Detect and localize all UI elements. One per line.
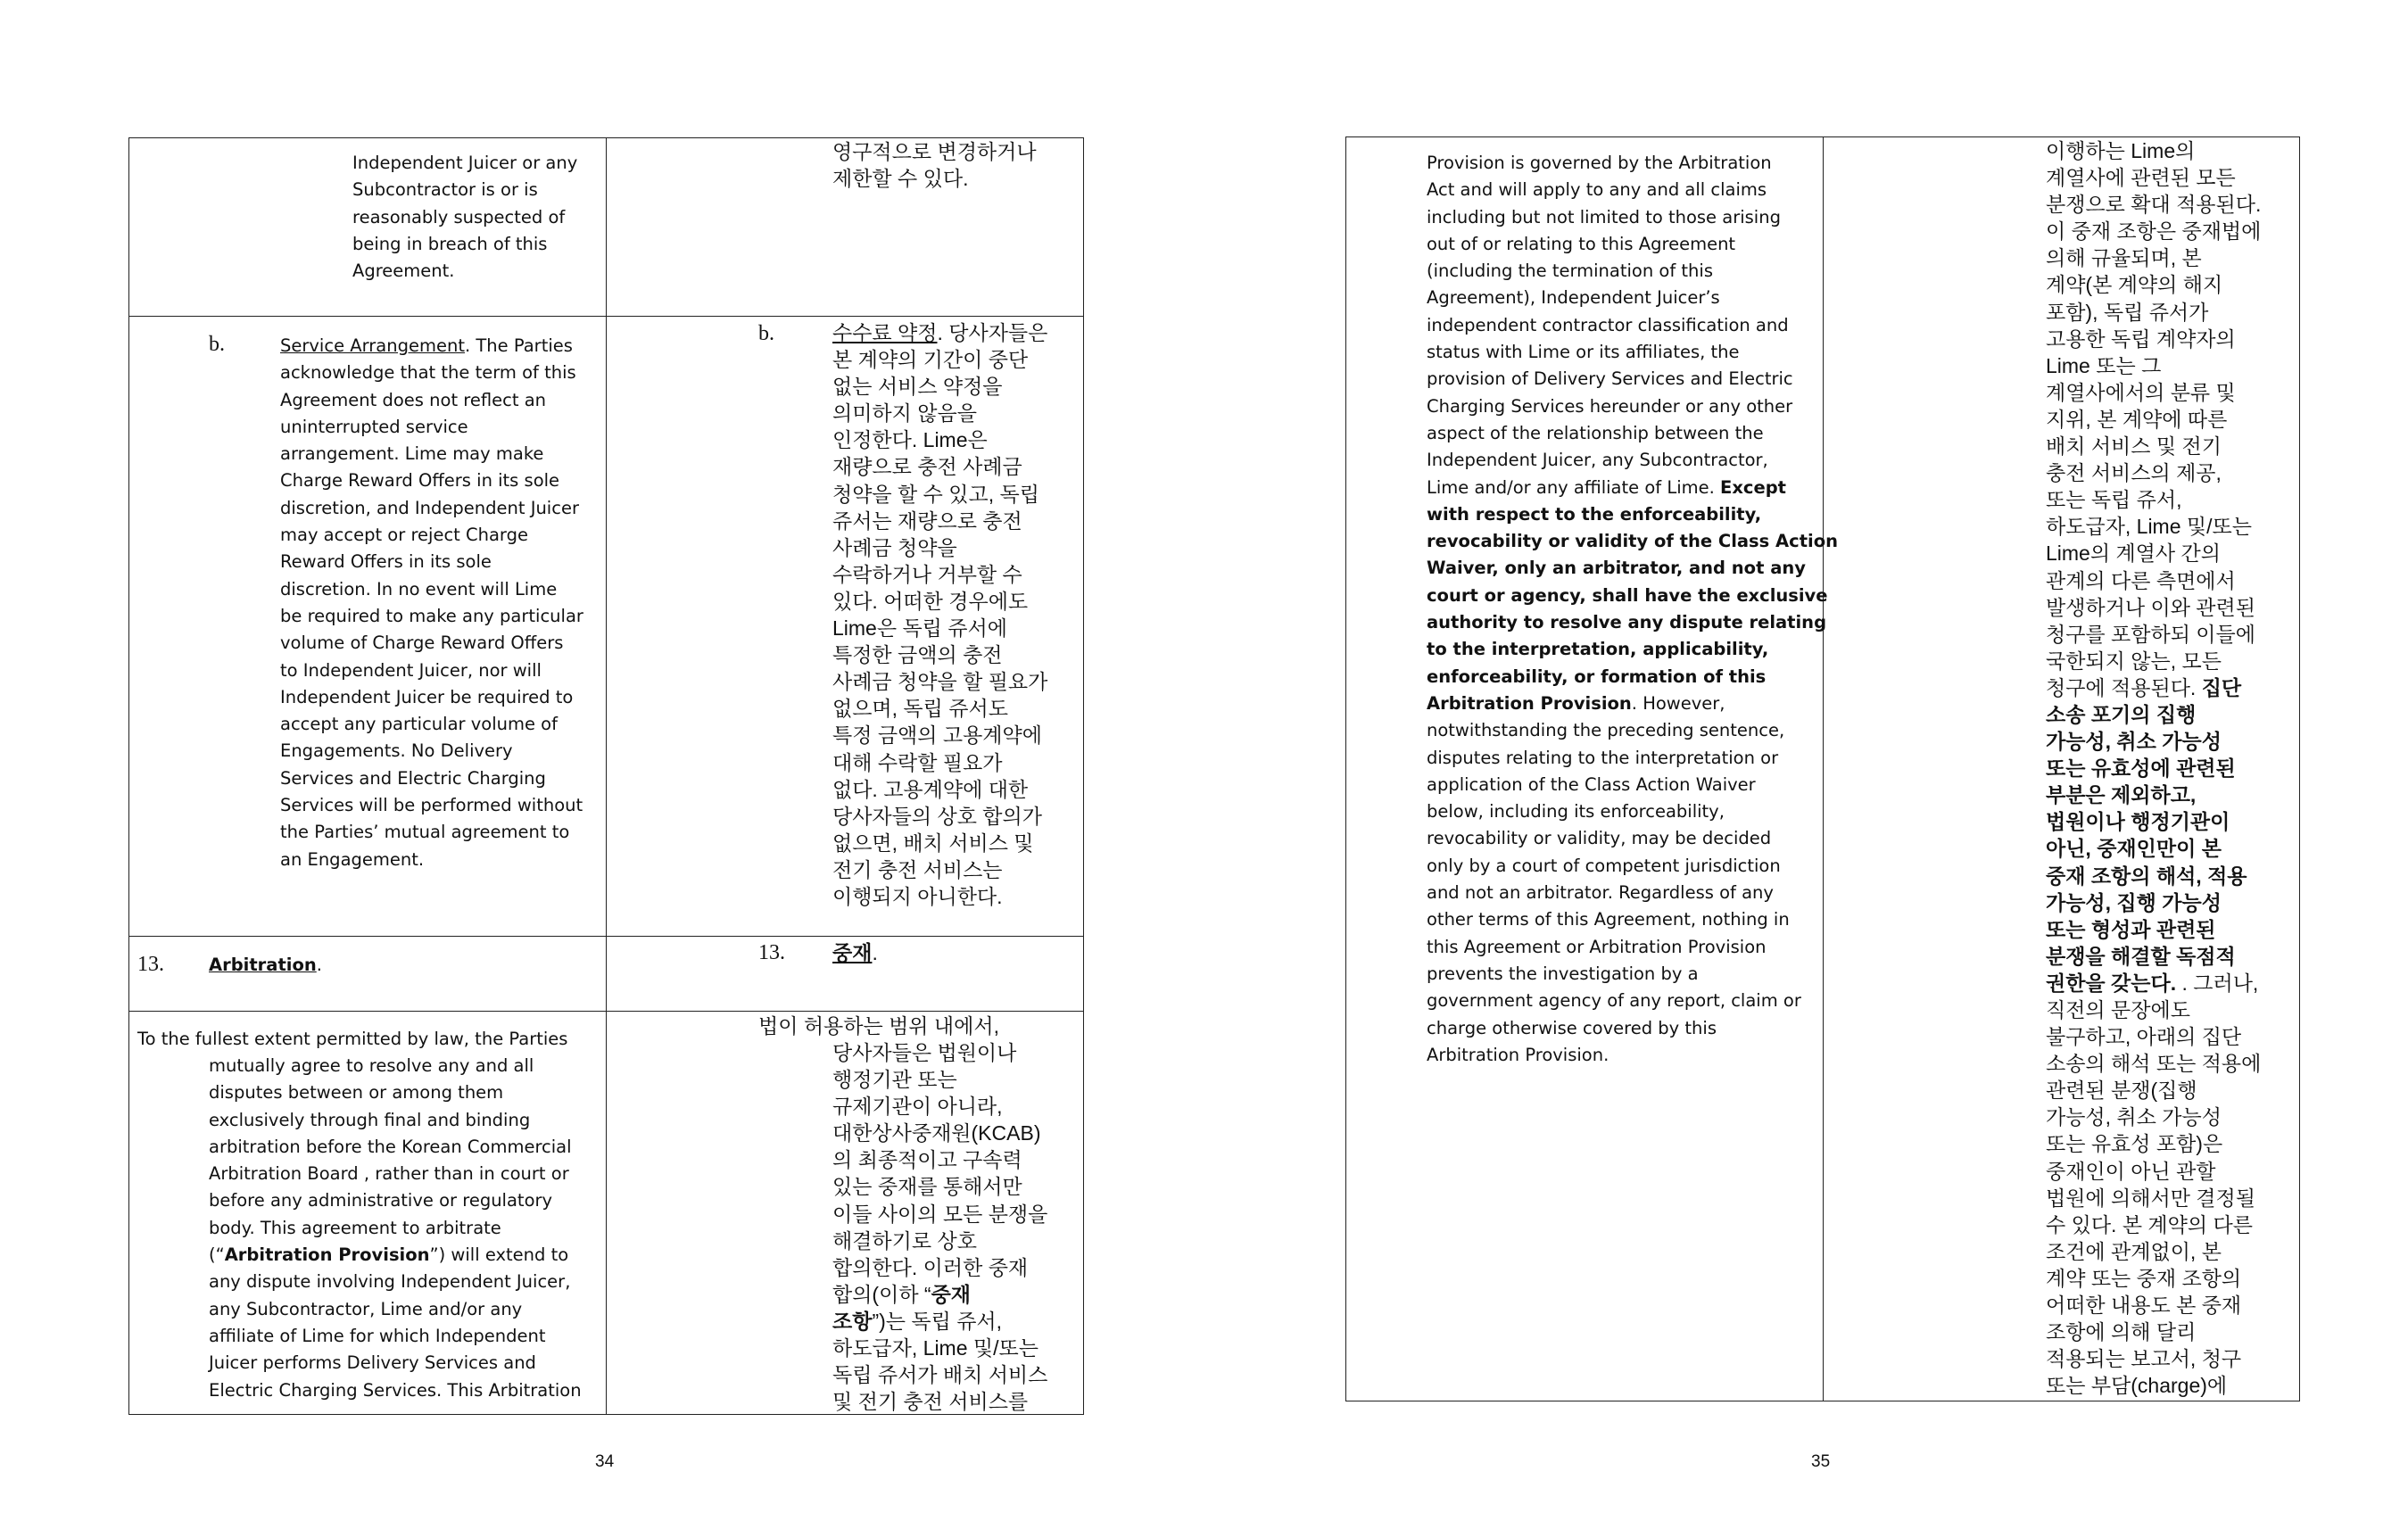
text-line: 전기 충전 서비스는 [832, 857, 1003, 881]
text-line: arbitration before the Korean Commercial [209, 1136, 572, 1157]
text-line: before any administrative or regulatory [209, 1190, 553, 1211]
text-line: 충전 서비스의 제공, [2046, 461, 2222, 485]
en-service-arrangement-clause: Service Arrangement. The Parties acknowledge that the term of this Agreement does not reflect an uninterrupted service arrangement. Lime may make Charge Reward Offers in its sole discretion, and Independent Juicer may accept or reject Charge Reward Offers in its sole discretion. In no event will Lime be required to make any particular volume of Charge Reward Offers to Independent Juicer, nor will Independent Juicer be required to accept any particular volume of Engagements. No Delivery Services and Electric Charging Services will be performed without the Parties’ mutual agreement to an Engagement. [280, 333, 583, 873]
text-line: 사례금 청약을 할 필요가 [832, 670, 1048, 694]
text-line: 수 있다. 본 계약의 다른 [2046, 1212, 2253, 1236]
text-line: 행정기관 또는 [832, 1068, 957, 1092]
text-line: 없다. 고용계약에 대한 [832, 777, 1029, 801]
text-line: 또는 유효성에 관련된 [2046, 756, 2236, 781]
text-line: 또는 형성과 관련된 [2046, 917, 2216, 941]
text-line: 없으며, 독립 쥬서도 [832, 697, 1008, 721]
text-line: 해결하기로 상호 [832, 1228, 977, 1253]
text-line: 소송의 해석 또는 적용에 [2046, 1052, 2262, 1076]
text-line: 독립 쥬서가 배치 서비스 [832, 1363, 1048, 1387]
column-divider [606, 137, 607, 1415]
text-line: (including the termination of this [1427, 260, 1713, 282]
text-line: Arbitration Board , rather than in court or [209, 1163, 569, 1185]
text-line: out of or relating to this Agreement [1427, 233, 1736, 254]
text-line: 본 계약의 기간이 중단 [832, 348, 1029, 372]
text-line: discretion. In no event will Lime [280, 578, 558, 599]
text-line: 직전의 문장에도 [2046, 998, 2190, 1021]
text-line: 관련된 분쟁(집행 [2046, 1079, 2197, 1103]
ko-clause-heading: 수수료 약정 [832, 321, 938, 344]
text-line: Provision is governed by the Arbitration [1427, 153, 1772, 173]
text-line: 의해 규율되며, 본 [2046, 246, 2202, 270]
text-line: 지위, 본 계약에 따른 [2046, 407, 2228, 431]
text-line: 고용한 독립 계약자의 [2046, 327, 2236, 351]
text-line: 없으면, 배치 서비스 및 [832, 831, 1034, 855]
text-line: 계약 또는 중재 조항의 [2046, 1266, 2242, 1290]
text-line: disputes between or among them [209, 1082, 504, 1104]
row-divider [128, 1011, 1084, 1012]
text-line: Services and Electric Charging [280, 767, 546, 789]
text-line: 소송 포기의 집행 [2046, 702, 2197, 726]
text-line: acknowledge that the term of this [280, 362, 576, 384]
text-line: including but not limited to those arising [1427, 206, 1781, 227]
text-line: notwithstanding the preceding sentence, [1427, 720, 1785, 741]
ko-arbitration-clause: 당사자들은 법원이나 행정기관 또는 규제기관이 아니라, 대한상사중재원(KCAB) 의 최종적이고 구속력 있는 중재를 통해서만 이들 사이의 모든 분쟁을 해결하기로 상호 합의한다. 이러한 중재 합의(이하 “중재 조항”)는 독립 쥬서, 하도급자, Lime 및/또는 독립 쥬서가 배치 서비스 및 전기 충전 서비스를 [832, 1039, 1047, 1415]
text-line: reasonably suspected of [352, 206, 566, 227]
text-line: accept any particular volume of [280, 714, 558, 735]
text-line: 가능성, 취소 가능성 [2046, 730, 2222, 754]
text-line: 계약(본 계약의 해지 [2046, 273, 2223, 297]
text-line: aspect of the relationship between the [1427, 422, 1764, 443]
row-divider [128, 936, 1084, 937]
ko-arbitration-continuation: 이행하는 Lime의 계열사에 관련된 모든 분쟁으로 확대 적용된다. 이 중재 조항은 중재법에 의해 규율되며, 본 계약(본 계약의 해지 포함), 독립 쥬서가 고용한 독립 계약자의 Lime 또는 그 계열사에서의 분류 및 지위, 본 계약에 따른 배치 서비스 및 전기 충전 서비스의 제공, 또는 독립 쥬서, 하도급자, Lime 및/또는 Lime의 계열사 간의 관계의 다른 측면에서 발생하거나 이와 관련된 청구를 포함하되 이들에 국한되지 않는, 모든 청구에 적용된다. 집단 소송 포기의 집행 가능성, 취소 가능성 또는 유효성에 관련된 부분은 제외하고, 법원이나 행정기관이 아닌, 중재인만이 본 중재 조항의 해석, 적용 가능성, 집행 가능성 또는 형성과 관련된 분쟁을 해결할 독점적 권한을 갖는다. . 그러나, 직전의 문장에도 불구하고, 아래의 집단 소송의 해석 또는 적용에 관련된 분쟁(집행 가능성, 취소 가능성 또는 유효성 포함)은 중재인이 아닌 관할 법원에 의해서만 결정될 수 있다. 본 계약의 다른 조건에 관계없이, 본 계약 또는 중재 조항의 어떠한 내용도 본 중재 조항에 의해 달리 적용되는 보고서, 청구 또는 부담(charge)에 [2046, 137, 2261, 1399]
text-line: authority to resolve any dispute relating [1427, 612, 1827, 633]
text-line: Reward Offers in its sole [280, 551, 492, 573]
document-page-35 [1204, 0, 2408, 1513]
text-line: 청구를 포함하되 이들에 [2046, 622, 2255, 646]
text-line: disputes relating to the interpretation or [1427, 747, 1779, 768]
text-line: Independent Juicer or any [352, 153, 578, 173]
text-line: any Subcontractor, Lime and/or any [209, 1298, 523, 1319]
text-line: this Agreement or Arbitration Provision [1427, 936, 1767, 957]
text-line: an Engagement. [280, 848, 425, 870]
en-clause-continuation [352, 150, 577, 285]
text-line: application of the Class Action Waiver [1427, 773, 1756, 795]
text-line: 특정 금액의 고용계약에 [832, 723, 1042, 748]
text-line: 청약을 할 수 있고, 독립 [832, 482, 1039, 506]
text-line: charge otherwise covered by this [1427, 1017, 1717, 1038]
ko-defined-term: 중재 [931, 1282, 972, 1306]
text-line: 배치 서비스 및 전기 [2046, 434, 2222, 459]
text-line: 관계의 다른 측면에서 [2046, 568, 2236, 592]
ko-section-heading: 중재. [832, 941, 878, 964]
text-line: 재량으로 충전 사례금 [832, 455, 1022, 479]
text-line: with respect to the enforceability, [1427, 503, 1762, 525]
text-line: court or agency, shall have the exclusive [1427, 584, 1828, 606]
en-defined-term: Arbitration Provision [224, 1244, 430, 1266]
text-line: Lime 또는 그 [2046, 353, 2162, 377]
text-line: 하도급자, Lime 및/또는 [2046, 515, 2252, 539]
text-line: 국한되지 않는, 모든 [2046, 649, 2222, 673]
text-line: 조건에 관계없이, 본 [2046, 1239, 2222, 1263]
text-line: only by a court of competent jurisdiction [1427, 855, 1781, 876]
text-line: may accept or reject Charge [280, 525, 528, 546]
text-line: 및 전기 충전 서비스를 [832, 1390, 1029, 1414]
text-line: Lime의 계열사 간의 [2046, 542, 2221, 566]
text-line: 당사자들은 법원이나 [832, 1041, 1017, 1064]
text-line: 없는 서비스 약정을 [832, 375, 1003, 399]
text-line: 의 최종적이고 구속력 [832, 1148, 1022, 1172]
text-line: Agreement. [352, 260, 455, 282]
text-line: to the interpretation, applicability, [1427, 639, 1769, 660]
text-line: 사례금 청약을 [832, 535, 957, 559]
text-line: 아닌, 중재인만이 본 [2046, 837, 2222, 861]
text-line: 이 중재 조항은 중재법에 [2046, 219, 2262, 244]
text-line: 중재 조항의 해석, 적용 [2046, 864, 2247, 888]
en-section-number: 13. [137, 953, 164, 976]
text-line: Independent Juicer, any Subcontractor, [1427, 450, 1768, 471]
en-section-heading: Arbitration. [209, 955, 322, 975]
text-line: 있는 중재를 통해서만 [832, 1175, 1022, 1199]
en-clause-heading: Service Arrangement [280, 335, 465, 356]
text-line: Arbitration Provision. [1427, 1044, 1609, 1065]
text-line: Agreement), Independent Juicer’s [1427, 287, 1720, 309]
text-line: 대해 수락할 필요가 [832, 750, 1003, 774]
text-line: discretion, and Independent Juicer [280, 497, 579, 518]
page-number: 34 [595, 1452, 615, 1471]
text-line: 또는 독립 쥬서, [2046, 488, 2182, 512]
text-line: revocability or validity, may be decided [1427, 828, 1772, 849]
ko-arbitration-first-line: 법이 허용하는 범위 내에서, [758, 1014, 999, 1038]
text-line: provision of Delivery Services and Electric [1427, 368, 1793, 390]
text-line: 있다. 어떠한 경우에도 [832, 589, 1029, 613]
row-divider [128, 316, 1084, 317]
text-line: Electric Charging Services. This Arbitration [209, 1379, 582, 1401]
page-number: 35 [1811, 1452, 1831, 1471]
text-line: mutually agree to resolve any and all [209, 1055, 534, 1076]
text-line: 불구하고, 아래의 집단 [2046, 1025, 2242, 1049]
text-line: Act and will apply to any and all claims [1427, 179, 1767, 201]
text-line: Charge Reward Offers in its sole [280, 470, 560, 492]
text-line: status with Lime or its affiliates, the [1427, 342, 1740, 363]
ko-clause-continuation [832, 138, 1037, 192]
text-line: Engagements. No Delivery [280, 740, 513, 762]
en-arbitration-first-line: To the fullest extent permitted by law, the Parties [137, 1029, 568, 1049]
text-line: independent contractor classification and [1427, 314, 1789, 335]
text-line: 법원에 의해서만 결정될 [2046, 1186, 2255, 1210]
text-line: 특정한 금액의 충전 [832, 643, 1003, 667]
text-line: below, including its enforceability, [1427, 801, 1725, 823]
text-line: 분쟁을 해결할 독점적 [2046, 944, 2236, 968]
text-line: other terms of this Agreement, nothing in [1427, 909, 1790, 930]
ko-subclause-label: b. [758, 322, 774, 345]
en-arbitration-continuation: Provision is governed by the Arbitration Act and will apply to any and all claims including but not limited to those arising out of or relating to this Agreement (including the termination of this Agreement), Independent Juicer’s independent contractor classification and status with Lime or its affiliates, the provision of Delivery Services and Electric Charging Services hereunder or any other aspect of the relationship between the Independent Juicer, any Subcontractor, Lime and/or any affiliate of Lime. Except with respect to the enforceability, revocability or validity of the Class Action Waiver, only an arbitrator, and not any court or agency, shall have the exclusive authority to resolve any dispute relating to the interpretation, applicability, enforceability, or formation of this Arbitration Provision. However, notwithstanding the preceding sentence, disputes relating to the interpretation or application of the Class Action Waiver below, including its enforceability, revocability or validity, may be decided only by a court of competent jurisdiction and not an arbitrator. Regardless of any other terms of this Agreement, nothing in this Agreement or Arbitration Provision prevents the investigation by a government agency of any report, claim or charge otherwise covered by this Arbitration Provision. [1427, 150, 1838, 1069]
text-line: enforceability, or formation of this [1427, 666, 1767, 687]
text-line: 또는 부담(charge)에 [2046, 1374, 2228, 1398]
text-line: arrangement. Lime may make [280, 443, 544, 465]
text-line: prevents the investigation by a [1427, 963, 1699, 984]
text-line: and not an arbitrator. Regardless of any [1427, 882, 1774, 904]
text-line: Charging Services hereunder or any other [1427, 395, 1793, 417]
text-line: 부분은 제외하고, [2046, 783, 2197, 807]
text-line: 법원이나 행정기관이 [2046, 810, 2230, 834]
text-line: uninterrupted service [280, 416, 468, 437]
text-line: 포함), 독립 쥬서가 [2046, 300, 2209, 324]
en-subclause-label: b. [209, 333, 225, 356]
text-line: 가능성, 집행 가능성 [2046, 890, 2222, 914]
text-line: Lime은 독립 쥬서에 [832, 616, 1007, 641]
text-line: 분쟁으로 확대 적용된다. [2046, 193, 2262, 217]
text-line: 수락하거나 거부할 수 [832, 562, 1022, 586]
text-line: 제한할 수 있다. [832, 167, 969, 191]
text-line: Independent Juicer be required to [280, 686, 574, 707]
text-line: volume of Charge Reward Offers [280, 632, 564, 654]
text-line: 가능성, 취소 가능성 [2046, 1105, 2222, 1129]
text-line: 계열사에 관련된 모든 [2046, 166, 2236, 190]
text-line: being in breach of this [352, 233, 548, 254]
ko-section-number: 13. [758, 941, 785, 964]
text-line: 하도급자, Lime 및/또는 [832, 1336, 1039, 1360]
text-line: 이행하는 Lime의 [2046, 139, 2196, 162]
text-line: Juicer performs Delivery Services and [209, 1352, 536, 1374]
text-line: Agreement does not reflect an [280, 389, 547, 410]
text-line: 조항에 의해 달리 [2046, 1320, 2197, 1344]
text-line: 발생하거나 이와 관련된 [2046, 595, 2255, 619]
text-line: 중재인이 아닌 관할 [2046, 1159, 2216, 1183]
text-line: to Independent Juicer, nor will [280, 659, 542, 681]
text-line: 계열사에서의 분류 및 [2046, 380, 2236, 404]
text-line: 또는 유효성 포함)은 [2046, 1132, 2223, 1156]
text-line: 어떠한 내용도 본 중재 [2046, 1294, 2242, 1318]
text-line: exclusively through final and binding [209, 1109, 531, 1130]
ko-service-arrangement-clause: 수수료 약정. 당사자들은 본 계약의 기간이 중단 없는 서비스 약정을 의미하지 않음을 인정한다. Lime은 재량으로 충전 사례금 청약을 할 수 있고, 독립 쥬서는 재량으로 충전 사례금 청약을 수락하거나 거부할 수 있다. 어떠한 경우에도 Lime은 독립 쥬서에 특정한 금액의 충전 사례금 청약을 할 필요가 없으며, 독립 쥬서도 특정 금액의 고용계약에 대해 수락할 필요가 없다. 고용계약에 대한 당사자들의 상호 합의가 없으면, 배치 서비스 및 전기 충전 서비스는 이행되지 아니한다. [832, 319, 1047, 910]
text-line: 이들 사이의 모든 분쟁을 [832, 1202, 1048, 1226]
text-line: body. This agreement to arbitrate [209, 1217, 501, 1238]
text-line: revocability or validity of the Class Action [1427, 531, 1838, 552]
text-line: any dispute involving Independent Juicer, [209, 1271, 571, 1293]
text-line: 인정한다. Lime은 [832, 428, 988, 452]
text-line: 영구적으로 변경하거나 [832, 140, 1037, 163]
text-line: Subcontractor is or is [352, 179, 538, 201]
text-line: 규제기관이 아니라, [832, 1095, 1003, 1119]
text-line: be required to make any particular [280, 605, 583, 626]
text-line: 의미하지 않음을 [832, 401, 977, 426]
en-arbitration-clause: mutually agree to resolve any and all disputes between or among them exclusively through final and binding arbitration before the Korean Commercial Arbitration Board , rather than in court or before any administrative or regulatory body. This agreement to arbitrate (“Arbitration Provision”) will extend to any dispute involving Independent Juicer, any Subcontractor, Lime and/or any affiliate of Lime for which Independent Juicer performs Delivery Services and Electric Charging Services. This Arbitration [209, 1053, 582, 1404]
text-line: 쥬서는 재량으로 충전 [832, 508, 1022, 533]
text-line: the Parties’ mutual agreement to [280, 822, 570, 843]
text-line: 적용되는 보고서, 청구 [2046, 1347, 2242, 1371]
text-line: 이행되지 아니한다. [832, 884, 1003, 908]
text-line: Waiver, only an arbitrator, and not any [1427, 558, 1806, 579]
text-line: affiliate of Lime for which Independent [209, 1325, 546, 1346]
text-line: government agency of any report, claim or [1427, 990, 1801, 1012]
text-line: 당사자들의 상호 합의가 [832, 804, 1042, 828]
text-line: 대한상사중재원(KCAB) [832, 1121, 1041, 1145]
text-line: Services will be performed without [280, 795, 583, 816]
